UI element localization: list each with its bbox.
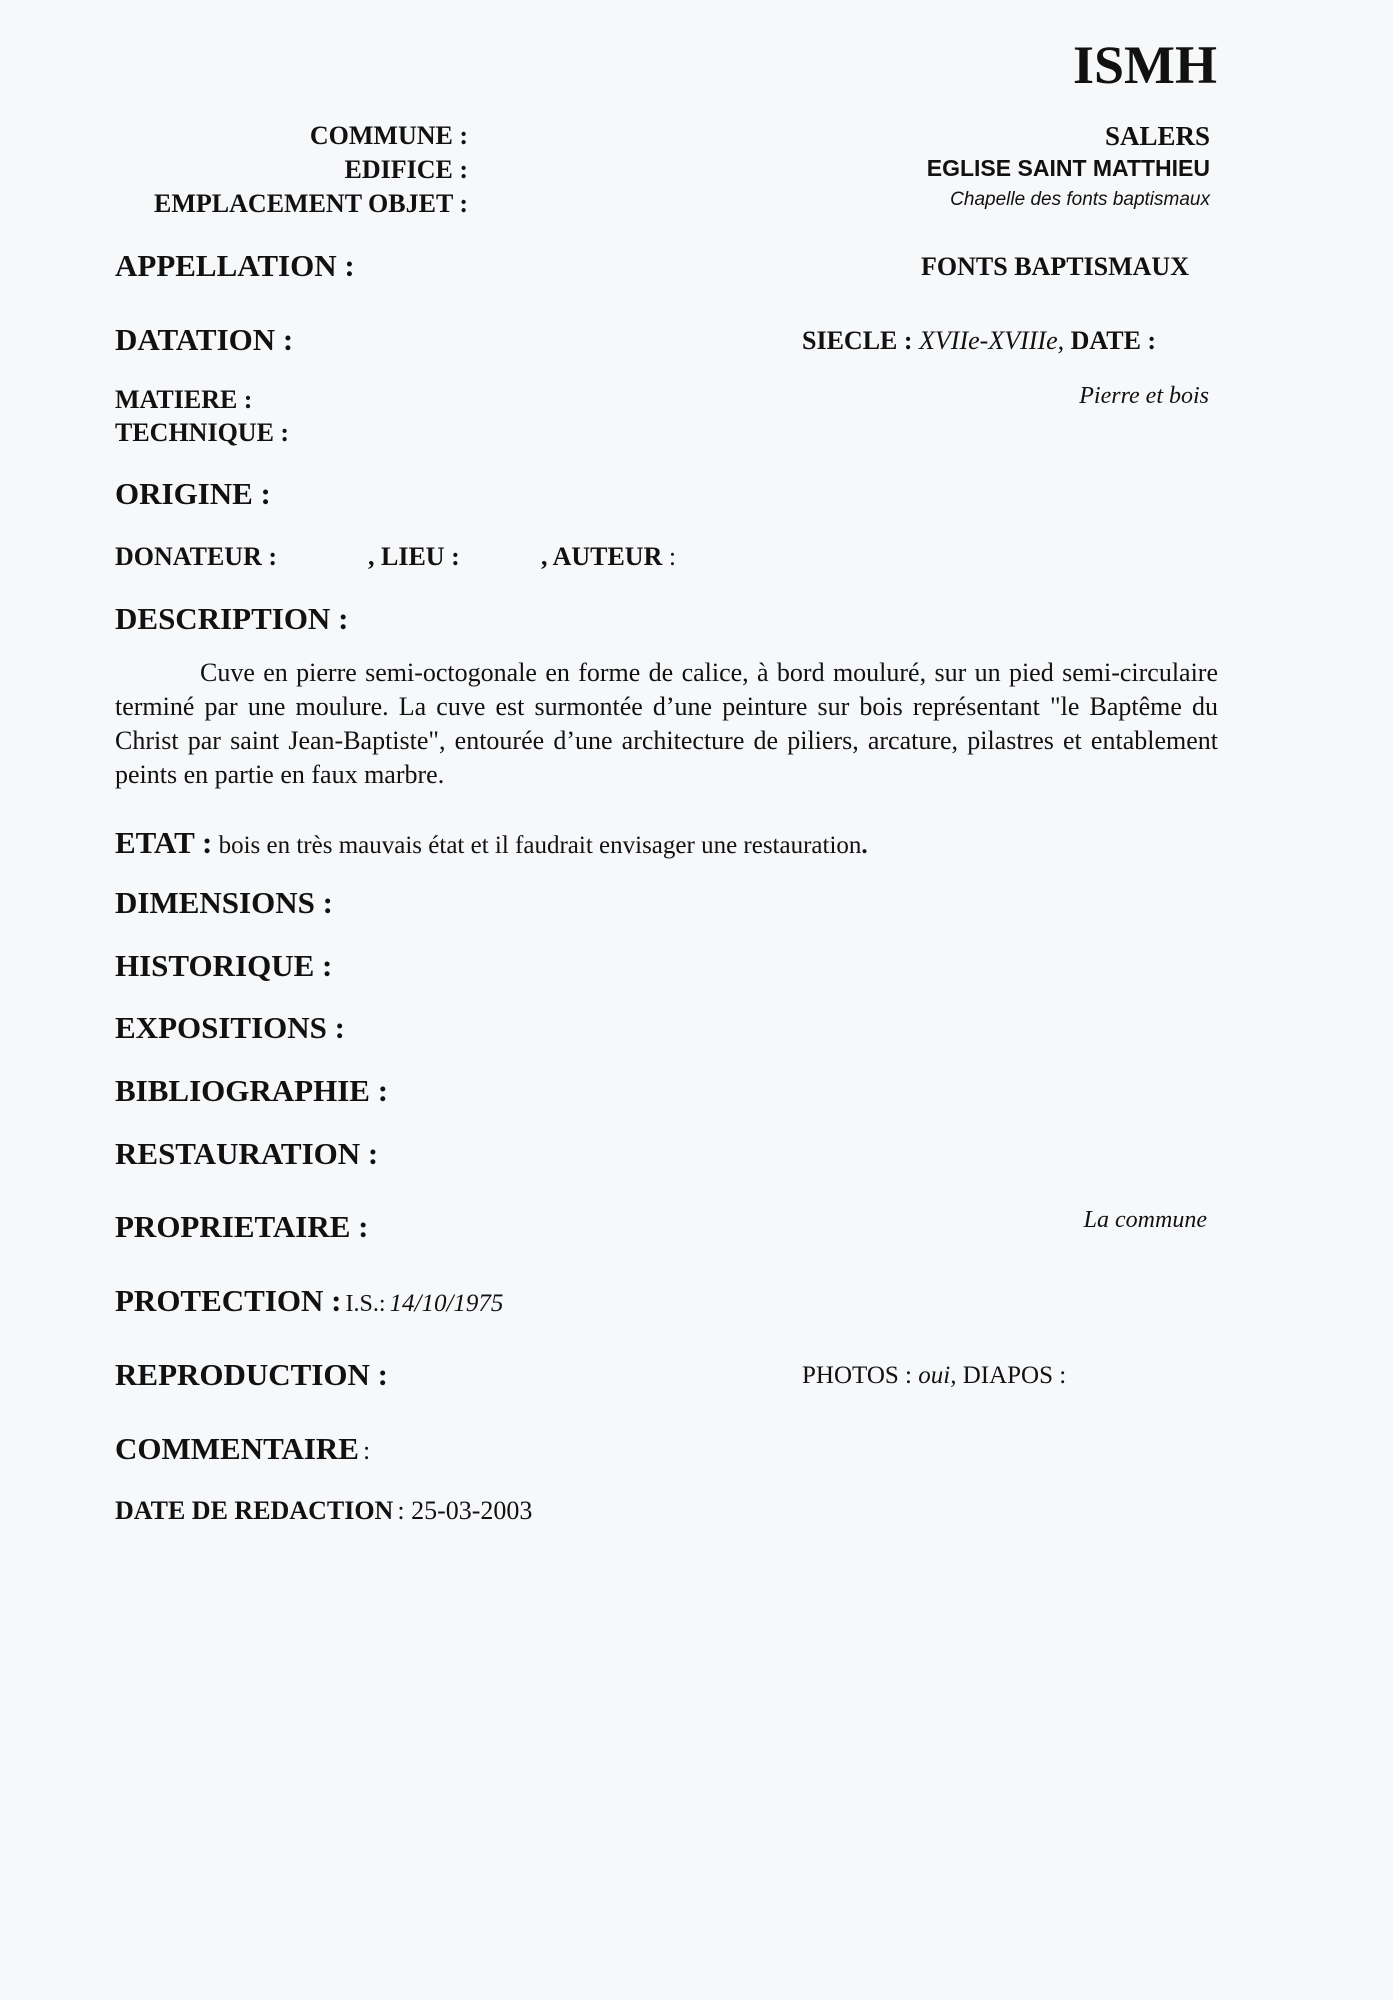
reproduction-label: REPRODUCTION : bbox=[115, 1357, 388, 1392]
siecle-line bbox=[802, 326, 1156, 356]
diapos-label: DIAPOS : bbox=[962, 1362, 1067, 1389]
redaction-label: DATE DE REDACTION bbox=[115, 1496, 394, 1525]
date-label: DATE : bbox=[1070, 326, 1157, 355]
emplacement-label: EMPLACEMENT OBJET : bbox=[154, 189, 468, 218]
expositions-label: EXPOSITIONS : bbox=[115, 1010, 345, 1045]
etat-period: . bbox=[861, 832, 868, 859]
protection-label: PROTECTION : bbox=[115, 1283, 342, 1318]
redaction-line bbox=[115, 1496, 532, 1526]
auteur-line bbox=[541, 542, 676, 572]
auteur-label: , AUTEUR bbox=[541, 542, 663, 571]
emplacement-value: Chapelle des fonts baptismaux bbox=[950, 189, 1210, 210]
etat-label: ETAT : bbox=[115, 825, 213, 860]
etat-line bbox=[115, 825, 868, 861]
photos-line bbox=[802, 1362, 1066, 1390]
commentaire-label: COMMENTAIRE bbox=[115, 1431, 359, 1466]
restauration-label: RESTAURATION : bbox=[115, 1136, 379, 1171]
matiere-label: MATIERE : bbox=[115, 385, 253, 414]
technique-label: TECHNIQUE : bbox=[115, 418, 290, 447]
edifice-label: EDIFICE : bbox=[344, 155, 468, 184]
redaction-value: : 25-03-2003 bbox=[397, 1496, 533, 1525]
protection-type: I.S.: bbox=[345, 1291, 386, 1317]
datation-label: DATATION : bbox=[115, 322, 294, 357]
commentaire-line bbox=[115, 1431, 370, 1467]
siecle-value: XVIIe-XVIIIe, bbox=[919, 326, 1065, 355]
donateur-label: DONATEUR : bbox=[115, 542, 278, 571]
origine-label: ORIGINE : bbox=[115, 476, 271, 511]
lieu-label: , LIEU : bbox=[368, 542, 460, 571]
photos-label: PHOTOS bbox=[802, 1362, 899, 1389]
appellation-value: FONTS BAPTISMAUX bbox=[921, 252, 1189, 281]
commune-value: SALERS bbox=[1104, 121, 1210, 151]
description-text: Cuve en pierre semi-octogonale en forme de calice, à bord mouluré, sur un pied semi-circulaire terminé par une moulure. La cuve est surmontée d’une peinture sur bois représentant "le Baptême du Christ par saint Jean-Baptiste", entourée d’une architecture de piliers, arcature, pilastres et entablement peints en partie en faux marbre. bbox=[115, 658, 1218, 789]
auteur-colon: : bbox=[668, 542, 677, 571]
document-code: ISMH bbox=[1072, 35, 1217, 95]
protection-date: 14/10/1975 bbox=[389, 1290, 504, 1317]
historique-label: HISTORIQUE : bbox=[115, 948, 333, 983]
proprietaire-value: La commune bbox=[1083, 1207, 1207, 1233]
matiere-value: Pierre et bois bbox=[1079, 383, 1209, 409]
siecle-label: SIECLE : bbox=[802, 326, 913, 355]
bibliographie-label: BIBLIOGRAPHIE : bbox=[115, 1073, 389, 1108]
description-label: DESCRIPTION : bbox=[115, 601, 349, 636]
photos-value: oui, bbox=[918, 1362, 957, 1389]
proprietaire-label: PROPRIETAIRE : bbox=[115, 1209, 369, 1244]
commentaire-colon: : bbox=[362, 1436, 371, 1465]
commune-label: COMMUNE : bbox=[309, 121, 468, 150]
edifice-value: EGLISE SAINT MATTHIEU bbox=[926, 155, 1210, 181]
photos-colon: : bbox=[905, 1362, 912, 1389]
etat-text: bois en très mauvais état et il faudrait envisager une restauration bbox=[218, 832, 862, 859]
dimensions-label: DIMENSIONS : bbox=[115, 885, 333, 920]
protection-line bbox=[115, 1283, 503, 1319]
appellation-label: APPELLATION : bbox=[115, 248, 355, 283]
